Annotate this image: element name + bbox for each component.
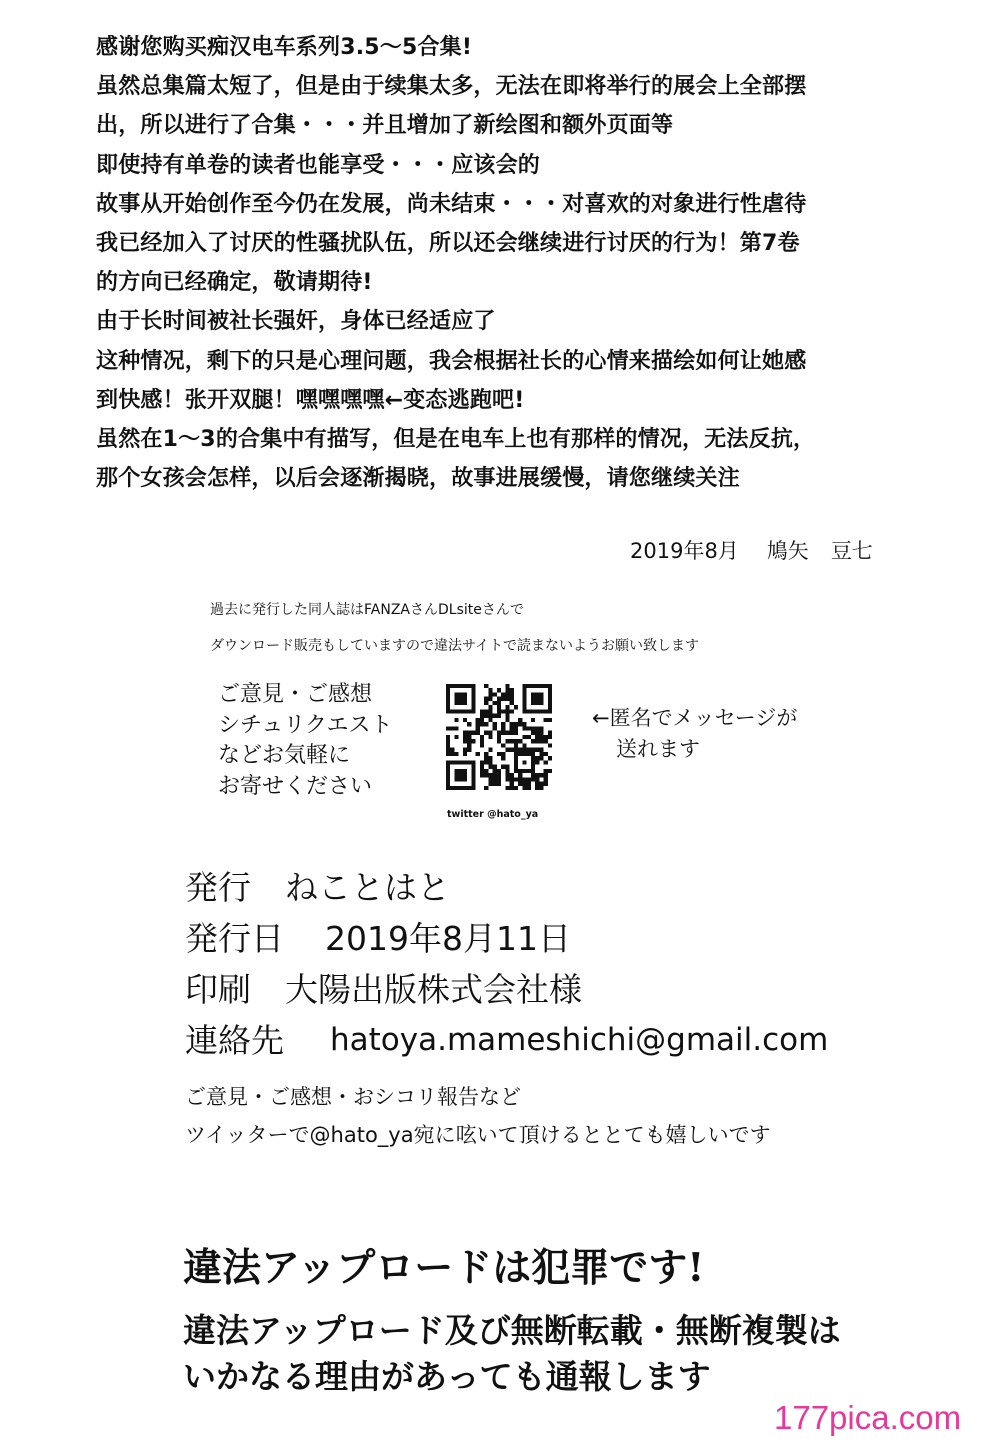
anonymous-message-note (592, 703, 797, 765)
colophon-note (185, 1078, 771, 1154)
anonymous-note-line: ←匿名でメッセージが (592, 706, 798, 730)
contact-label: 連絡先 (185, 1021, 284, 1060)
afterword-line: 我已经加入了讨厌的性骚扰队伍，所以还会继续进行讨厌的行为！第7卷 (96, 231, 800, 257)
feedback-line: シチュリクエスト (218, 712, 393, 738)
afterword-line: 到快感！张开双腿！嘿嘿嘿嘿←变态逃跑吧! (96, 387, 525, 413)
afterword-signature (630, 535, 873, 565)
afterword-line: 那个女孩会怎样，以后会逐渐揭晓，故事进展缓慢，请您继续关注 (96, 466, 740, 492)
feedback-line: などお気軽に (218, 743, 351, 768)
warning-title: 違法アップロードは犯罪です! (183, 1245, 705, 1291)
afterword-line: 感谢您购买痴汉电车系列3.5～5合集! (96, 35, 473, 60)
publish-date-label: 発行日 (185, 919, 284, 958)
anonymous-note-line: 送れます (616, 737, 700, 761)
afterword-line: 的方向已经确定，敬请期待! (96, 270, 373, 296)
author-surname: 鳩矢 (766, 539, 809, 563)
afterword-line: 虽然总集篇太短了，但是由于续集太多，无法在即将举行的展会上全部摆 (96, 74, 807, 100)
qr-caption: twitter @hato_ya (447, 809, 539, 820)
warning-body (183, 1308, 841, 1400)
colophon-date (185, 913, 571, 964)
colophon-note-line: ツイッターで@hato_ya宛に呟いて頂けるととても嬉しいです (185, 1123, 771, 1147)
printer-value: 大陽出版株式会社様 (285, 970, 582, 1009)
afterword-line: 这种情况，剩下的只是心理问题，我会根据社长的心情来描绘如何让她感 (96, 348, 807, 374)
download-notice-line: ダウンロード販売もしていますので違法サイトで読まないようお願い致します (210, 638, 700, 654)
afterword-text (96, 28, 926, 498)
publisher-label: 発行 (185, 868, 251, 907)
afterword-line: 故事从开始创作至今仍在发展，尚未结束・・・对喜欢的对象进行性虐待 (96, 191, 807, 217)
signature-date: 2019年8月 (630, 539, 739, 563)
author-given-name: 豆七 (830, 539, 873, 563)
warning-line: いかなる理由があっても通報します (183, 1357, 711, 1396)
qr-code-icon[interactable] (446, 684, 552, 790)
colophon (185, 862, 829, 1066)
colophon-printer (185, 964, 582, 1015)
download-notice (210, 592, 850, 664)
colophon-publisher (185, 862, 450, 913)
publish-date-value: 2019年8月11日 (325, 919, 571, 958)
publisher-value: ねことはと (285, 868, 450, 907)
download-notice-line: 過去に発行した同人誌はFANZAさんDLsiteさんで (210, 602, 524, 618)
afterword-line: 虽然在1～3的合集中有描写，但是在电车上也有那样的情况，无法反抗， (96, 427, 816, 453)
printer-label: 印刷 (185, 970, 251, 1009)
afterword-line: 出，所以进行了合集・・・并且增加了新绘图和额外页面等 (96, 113, 674, 139)
contact-email-link[interactable]: hatoya.mameshichi@gmail.com (330, 1022, 829, 1058)
afterword-line: 由于长时间被社长强奸，身体已经适应了 (96, 309, 496, 335)
warning-line: 違法アップロード及び無断転載・無断複製は (183, 1311, 841, 1350)
afterword-line: 即使持有单卷的读者也能享受・・・应该会的 (96, 152, 541, 178)
colophon-note-line: ご意見・ご感想・おシコリ報告など (185, 1085, 521, 1109)
colophon-contact (185, 1015, 829, 1066)
feedback-prompt (218, 680, 392, 802)
feedback-line: お寄せください (218, 773, 373, 799)
watermark: 177pica.com (774, 1399, 962, 1436)
feedback-line: ご意見・ご感想 (218, 682, 373, 707)
